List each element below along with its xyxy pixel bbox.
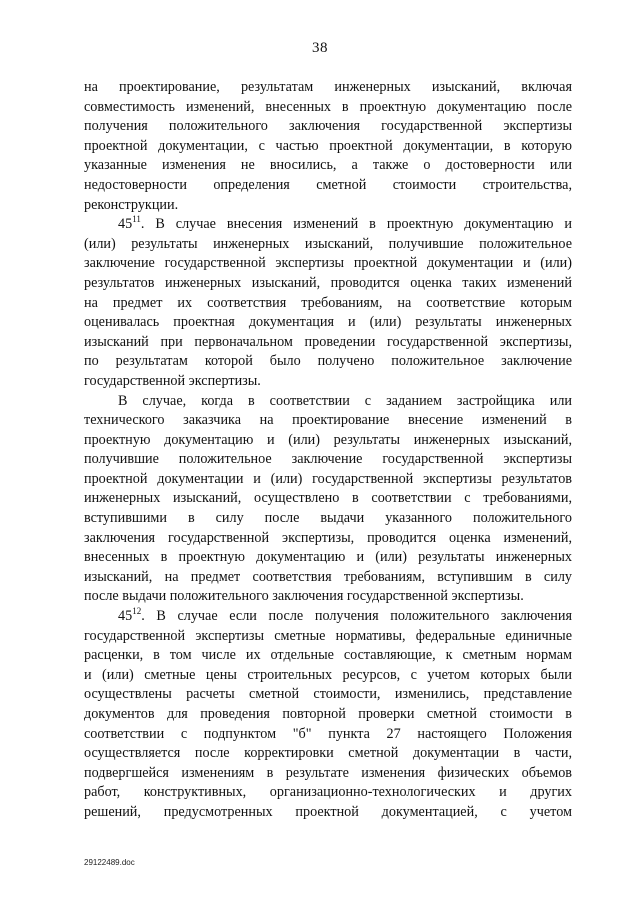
text-line: проектной документации, с частью проектной документации, в которую [84, 137, 572, 154]
text-line: получившие положительное заключение государственной экспертизы [84, 451, 572, 468]
text-fragment: . В случае если после получения положительного заключения [141, 608, 572, 625]
text-line: решений, предусмотренных проектной документацией, с учетом [84, 803, 572, 820]
text-line: изысканий, на предмет соответствия требованиям, вступившим в силу [84, 568, 572, 585]
text-line: недостоверности определения сметной стоимости строительства, [84, 176, 572, 193]
clause-number: 45 [118, 608, 133, 625]
text-line: и (или) сметные цены строительных ресурсов, с учетом которых были [84, 666, 572, 683]
text-line: инженерных изысканий, осуществлено в соответствии с требованиями, [84, 490, 572, 507]
clause-superscript: 12 [132, 606, 142, 617]
paragraph-45-11 [84, 215, 572, 391]
file-name-footer: 29122489.doc [84, 858, 135, 867]
clause-number: 45 [118, 216, 133, 233]
text-line: по результатам которой было получено положительное заключение [84, 353, 572, 370]
text-line [84, 215, 572, 235]
text-line: соответствии с подпунктом "б" пункта 27 настоящего Положения [84, 725, 572, 742]
text-line: расценки, в том числе их отдельные составляющие, к сметным нормам [84, 647, 572, 664]
text-line: реконструкции. [84, 196, 179, 213]
paragraph-continuation [84, 78, 572, 215]
text-line: указанные изменения не вносились, а также о достоверности или [84, 157, 572, 174]
text-line: документов для проведения повторной проверки сметной стоимости в [84, 706, 572, 722]
text-line: государственной экспертизы. [84, 372, 261, 389]
text-line: совместимость изменений, внесенных в проектную документацию после [84, 98, 572, 115]
text-fragment: . В случае внесения изменений в проектную документацию и [140, 216, 572, 233]
text-line: вступившими в силу после выдачи указанного положительного [84, 510, 572, 527]
paragraph-45-12 [84, 607, 572, 823]
text-line: осуществлены расчеты сметной стоимости, изменились, представление [84, 686, 572, 703]
paragraph-second-case [84, 392, 572, 608]
text-line: подвергшейся изменениям в результате изменения физических объемов [84, 764, 572, 781]
clause-superscript: 11 [132, 214, 141, 225]
text-line: технического заказчика на проектирование внесение изменений в [84, 412, 572, 429]
text-line: результатов инженерных изысканий, проводится оценка таких изменений [84, 274, 572, 291]
text-line: оценивалась проектная документация и (или) результаты инженерных [84, 314, 572, 331]
text-line: внесенных в проектную документацию и (или) результаты инженерных [84, 549, 572, 566]
text-line: В случае, когда в соответствии с заданием застройщика или [118, 392, 572, 409]
document-body [84, 78, 572, 823]
text-line: получения положительного заключения государственной экспертизы [84, 118, 572, 135]
text-line: государственной экспертизы сметные нормативы, федеральные единичные [84, 627, 572, 644]
text-line: на предмет их соответствия требованиям, на соответствие которым [84, 294, 572, 311]
text-line: после выдачи положительного заключения государственной экспертизы. [84, 588, 524, 605]
text-line: проектной документации и (или) государственной экспертизы результатов [84, 470, 572, 487]
text-line [84, 607, 572, 627]
text-line: заключение государственной экспертизы проектной документации и (или) [84, 255, 572, 272]
text-line: (или) результаты инженерных изысканий, получившие положительное [84, 235, 572, 252]
text-line: на проектирование, результатам инженерных изысканий, включая [84, 79, 572, 95]
text-line: проектную документацию и (или) результаты инженерных изысканий, [84, 431, 572, 448]
text-line: осуществляется после корректировки сметной документации в части, [84, 745, 572, 762]
text-line: заключения государственной экспертизы, проводится оценка изменений, [84, 529, 572, 546]
text-line: работ, конструктивных, организационно-технологических и других [84, 784, 572, 801]
text-line: изысканий при первоначальном проведении государственной экспертизы, [84, 333, 572, 350]
page-number: 38 [312, 40, 328, 56]
